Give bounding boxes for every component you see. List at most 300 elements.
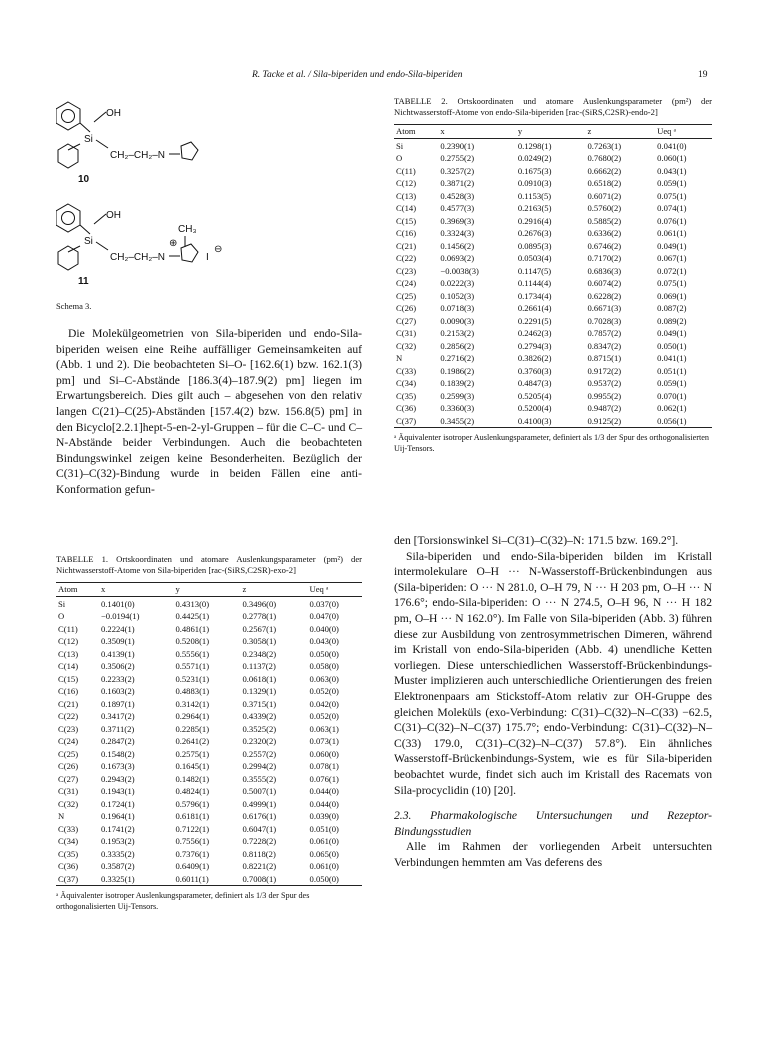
paragraph-molecular-geometry: Die Molekülgeometrien von Sila-biperiden und endo-Sila-biperiden weisen eine Reihe auffälliger Gemeinsamkeiten auf (Abb. 1 und 2). Die beobachteten Si–O- [162.6(1) bzw. 162.1(3) pm] und Si–C-Abstände [186.3(4)–187.9(2) pm] liegen im Erwartungsbereich. Dies gilt auch – abgesehen von den relativ langen C(21)–C(25)-Abständen [157.4(2) bzw. 156.8(5) pm] in den Bicyclo[2.2.1]hept-5-en-2-yl-Gruppen – für die C–C- und C–N-Abstände beider Verbindungen. Auch die beobachteten Bindungswinkel zeigen keine Besonderheiten. Bezüglich der C(31)–C(32)-Bindung wurde in beiden Fällen eine anti-Konformation gefun- xyxy=(56,327,362,496)
table-cell: 0.1986(2) xyxy=(440,365,475,376)
table-cell: 0.2153(2) xyxy=(440,328,475,339)
scheme-structures xyxy=(56,96,362,296)
table-cell: 0.2994(2) xyxy=(242,761,277,772)
table-cell: C(33) xyxy=(396,365,417,376)
table-1-body xyxy=(56,597,362,886)
table-cell: 0.1548(2) xyxy=(100,748,135,759)
table-cell: 0.059(1) xyxy=(657,378,687,389)
table-row xyxy=(394,227,712,240)
scheme-caption: Schema 3. xyxy=(56,301,92,311)
table-cell: 0.6662(2) xyxy=(587,165,622,176)
table-cell: 0.7376(1) xyxy=(175,848,210,859)
table-cell: 0.040(0) xyxy=(309,623,339,634)
table-row xyxy=(394,377,712,390)
table-cell: 0.2641(2) xyxy=(175,736,210,747)
table-cell: 0.062(1) xyxy=(657,403,687,414)
table-2-header-0: Atom xyxy=(396,126,416,137)
table-cell: C(13) xyxy=(396,190,417,201)
table-cell: 0.065(0) xyxy=(309,848,339,859)
table-cell: 0.4100(3) xyxy=(517,415,552,426)
table-cell: 0.1724(1) xyxy=(100,798,135,809)
table-cell: 0.6074(2) xyxy=(587,278,622,289)
table-row xyxy=(56,647,362,660)
table-cell: 0.039(0) xyxy=(309,811,339,822)
compound-10-chain: CH₂–CH₂–N xyxy=(110,150,165,161)
table-row xyxy=(394,389,712,402)
table-cell: 0.2794(3) xyxy=(517,340,552,351)
table-cell: 0.3555(2) xyxy=(242,773,277,784)
table-cell: C(24) xyxy=(58,736,79,747)
table-cell: 0.3715(1) xyxy=(242,698,277,709)
table-cell: 0.1153(5) xyxy=(517,190,552,201)
table-row xyxy=(56,722,362,735)
table-cell: C(32) xyxy=(58,798,79,809)
table-1-header-3: z xyxy=(242,584,247,595)
table-cell: 0.6336(2) xyxy=(587,228,622,239)
table-cell: 0.0895(3) xyxy=(517,240,552,251)
table-1-header-4: Ueq ᵃ xyxy=(309,584,329,595)
table-cell: 0.3496(0) xyxy=(242,598,277,609)
table-cell: C(23) xyxy=(396,265,417,276)
table-row xyxy=(56,772,362,785)
table-cell: 0.2567(1) xyxy=(242,623,277,634)
table-cell: 0.058(0) xyxy=(309,661,339,672)
table-cell: 0.4313(0) xyxy=(175,598,210,609)
table-cell: C(15) xyxy=(58,673,79,684)
table-cell: 0.5760(2) xyxy=(587,203,622,214)
table-cell: 0.9487(2) xyxy=(587,403,622,414)
table-2-header-2: y xyxy=(517,126,523,137)
table-cell: 0.076(1) xyxy=(309,773,339,784)
table-cell: 0.7170(2) xyxy=(587,253,622,264)
table-cell: 0.1144(4) xyxy=(517,278,552,289)
table-row xyxy=(394,214,712,227)
table-cell: 0.073(1) xyxy=(309,736,339,747)
table-1-header-row xyxy=(56,583,362,597)
table-row xyxy=(56,760,362,773)
table-cell: 0.3324(3) xyxy=(440,228,475,239)
table-cell: 0.049(1) xyxy=(657,240,687,251)
table-cell: 0.2557(2) xyxy=(242,748,277,759)
table-cell: 0.052(0) xyxy=(309,686,339,697)
table-cell: 0.1401(0) xyxy=(100,598,135,609)
table-cell: 0.2291(5) xyxy=(517,315,552,326)
table-cell: 0.049(1) xyxy=(657,328,687,339)
table-cell: 0.3506(2) xyxy=(100,661,135,672)
table-cell: C(22) xyxy=(58,711,79,722)
table-cell: 0.2716(2) xyxy=(440,353,475,364)
table-cell: 0.4999(1) xyxy=(242,798,277,809)
table-cell: C(14) xyxy=(396,203,417,214)
compound-10-oh: OH xyxy=(106,108,121,119)
table-cell: 0.6409(1) xyxy=(175,861,210,872)
table-cell: 0.1839(2) xyxy=(440,378,475,389)
table-cell: 0.060(0) xyxy=(309,748,339,759)
table-cell: 0.2755(2) xyxy=(440,153,475,164)
table-row xyxy=(56,747,362,760)
table-row xyxy=(56,797,362,810)
table-cell: 0.0618(1) xyxy=(242,673,277,684)
running-head xyxy=(0,70,768,86)
table-cell: 0.2348(2) xyxy=(242,648,277,659)
table-cell: 0.3455(2) xyxy=(440,415,475,426)
table-cell: 0.061(1) xyxy=(657,228,687,239)
table-cell: C(21) xyxy=(58,698,79,709)
table-row xyxy=(56,610,362,623)
running-title: R. Tacke et al. / Sila-biperiden und endo-Sila-biperiden xyxy=(252,70,463,80)
table-cell: 0.1645(1) xyxy=(175,761,210,772)
table-cell: 0.2233(2) xyxy=(100,673,135,684)
page-number: 19 xyxy=(698,70,708,80)
table-row xyxy=(56,697,362,710)
table-cell: 0.037(0) xyxy=(309,598,339,609)
table-cell: 0.1298(1) xyxy=(517,140,552,151)
table-cell: 0.2320(2) xyxy=(242,736,277,747)
table-cell: 0.2916(4) xyxy=(517,215,552,226)
table-cell: 0.1137(2) xyxy=(242,661,276,672)
table-row xyxy=(394,177,712,190)
table-row xyxy=(56,635,362,648)
table-cell: 0.2676(3) xyxy=(517,228,552,239)
table-row xyxy=(394,402,712,415)
table-cell: 0.050(0) xyxy=(309,648,339,659)
compound-11-plus: ⊕ xyxy=(169,238,178,249)
table-cell: 0.4528(3) xyxy=(440,190,475,201)
right-body-text xyxy=(394,533,712,870)
table-cell: 0.1953(2) xyxy=(100,836,135,847)
table-cell: 0.6228(2) xyxy=(587,290,622,301)
table-cell: C(35) xyxy=(396,390,417,401)
table-cell: 0.2163(5) xyxy=(517,203,552,214)
table-cell: C(27) xyxy=(58,773,79,784)
table-cell: 0.5205(4) xyxy=(517,390,552,401)
table-cell: 0.7857(2) xyxy=(587,328,622,339)
left-column xyxy=(56,96,362,911)
table-row xyxy=(394,314,712,327)
table-1-header-1: x xyxy=(100,584,106,595)
table-cell: 0.087(2) xyxy=(657,303,687,314)
table-cell: 0.6071(2) xyxy=(587,190,622,201)
table-cell: 0.7028(3) xyxy=(587,315,622,326)
table-cell: 0.041(0) xyxy=(657,140,687,151)
table-cell: 0.044(0) xyxy=(309,786,339,797)
compound-11-oh: OH xyxy=(106,210,121,221)
compound-11-methyl: CH₃ xyxy=(178,224,197,235)
table-cell: 0.2661(4) xyxy=(517,303,552,314)
table-cell: 0.7680(2) xyxy=(587,153,622,164)
table-row xyxy=(394,239,712,252)
table-cell: 0.4139(1) xyxy=(100,648,135,659)
table-cell: 0.1897(1) xyxy=(100,698,135,709)
table-cell: C(13) xyxy=(58,648,79,659)
table-cell: C(35) xyxy=(58,848,79,859)
table-row xyxy=(56,735,362,748)
table-cell: 0.1482(1) xyxy=(175,773,210,784)
table-row xyxy=(394,364,712,377)
compound-11-minus: ⊖ xyxy=(214,244,223,255)
table-cell: 0.050(0) xyxy=(309,873,339,884)
table-cell: 0.1329(1) xyxy=(242,686,277,697)
table-cell: 0.3058(1) xyxy=(242,636,277,647)
table-cell: 0.2599(3) xyxy=(440,390,475,401)
table-cell: C(31) xyxy=(58,786,79,797)
table-cell: N xyxy=(58,811,65,822)
table-cell: 0.3525(2) xyxy=(242,723,277,734)
table-cell: 0.3587(2) xyxy=(100,861,135,872)
table-cell: C(27) xyxy=(396,315,417,326)
table-cell: 0.3969(3) xyxy=(440,215,475,226)
table-cell: C(12) xyxy=(58,636,79,647)
table-cell: 0.5208(1) xyxy=(175,636,210,647)
table-2-caption: TABELLE 2. Ortskoordinaten und atomare Auslenkungsparameter (pm²) der Nichtwasserstoff-Atome von endo-Sila-biperiden [rac-(SiRS,C2SR)-endo-2] xyxy=(394,96,712,118)
table-cell: 0.4883(1) xyxy=(175,686,210,697)
table-cell: 0.070(1) xyxy=(657,390,687,401)
table-row xyxy=(394,339,712,352)
table-cell: 0.3335(2) xyxy=(100,848,135,859)
table-cell: 0.041(1) xyxy=(657,353,687,364)
table-cell: Si xyxy=(396,140,404,151)
table-cell: 0.3142(1) xyxy=(175,698,210,709)
table-cell: 0.6047(1) xyxy=(242,823,277,834)
table-cell: C(21) xyxy=(396,240,417,251)
table-cell: O xyxy=(58,611,65,622)
table-cell: O xyxy=(396,153,403,164)
table-cell: 0.2462(3) xyxy=(517,328,552,339)
table-cell: C(32) xyxy=(396,340,417,351)
table-row xyxy=(56,672,362,685)
table-cell: C(34) xyxy=(396,378,417,389)
table-cell: 0.2847(2) xyxy=(100,736,135,747)
table-2-header-row xyxy=(394,125,712,139)
table-cell: 0.4824(1) xyxy=(175,786,210,797)
table-2-body xyxy=(394,139,712,428)
table-cell: −0.0194(1) xyxy=(100,611,140,622)
table-cell: 0.5200(4) xyxy=(517,403,552,414)
table-cell: 0.0249(2) xyxy=(517,153,552,164)
paragraph-torsion: den [Torsionswinkel Si–C(31)–C(32)–N: 171.5 bzw. 169.2°]. xyxy=(394,534,679,547)
table-row xyxy=(56,597,362,610)
table-cell: 0.061(0) xyxy=(309,836,339,847)
table-cell: 0.1741(2) xyxy=(100,823,135,834)
table-cell: 0.075(1) xyxy=(657,190,687,201)
table-2-header-1: x xyxy=(440,126,445,137)
table-row xyxy=(394,289,712,302)
table-1-footnote: ᵃ Äquivalenter isotroper Auslenkungsparameter, definiert als 1/3 der Spur des orthogonalisierten Uij-Tensors. xyxy=(56,890,310,911)
left-body-text xyxy=(56,326,362,498)
table-cell: 0.5571(1) xyxy=(175,661,210,672)
compound-11-iodide: I xyxy=(206,252,209,263)
table-row xyxy=(394,202,712,215)
table-cell: C(22) xyxy=(396,253,417,264)
table-cell: 0.063(1) xyxy=(309,723,339,734)
table-cell: C(36) xyxy=(396,403,417,414)
table-cell: 0.1456(2) xyxy=(440,240,475,251)
table-cell: C(26) xyxy=(58,761,79,772)
table-1-header-0: Atom xyxy=(58,584,78,595)
table-cell: 0.6181(1) xyxy=(175,811,210,822)
table-row xyxy=(394,264,712,277)
table-cell: 0.9955(2) xyxy=(587,390,622,401)
table-cell: C(11) xyxy=(58,623,78,634)
table-cell: 0.3711(2) xyxy=(100,723,135,734)
table-cell: C(16) xyxy=(58,686,79,697)
table-cell: 0.061(0) xyxy=(309,861,339,872)
table-cell: 0.5885(2) xyxy=(587,215,622,226)
table-row xyxy=(394,414,712,427)
table-cell: 0.074(1) xyxy=(657,203,687,214)
paragraph-pharmacology: Alle im Rahmen der vorliegenden Arbeit untersuchten Verbindungen hemmten am Vas deferens des xyxy=(394,840,712,869)
table-cell: 0.3826(2) xyxy=(517,353,552,364)
table-cell: 0.047(0) xyxy=(309,611,339,622)
table-cell: 0.1675(3) xyxy=(517,165,552,176)
table-cell: 0.043(0) xyxy=(309,636,339,647)
table-cell: C(16) xyxy=(396,228,417,239)
table-cell: Si xyxy=(58,598,66,609)
table-row xyxy=(56,810,362,823)
table-cell: C(15) xyxy=(396,215,417,226)
table-cell: 0.5231(1) xyxy=(175,673,210,684)
table-cell: 0.5796(1) xyxy=(175,798,210,809)
table-cell: C(34) xyxy=(58,836,79,847)
table-cell: 0.089(2) xyxy=(657,315,687,326)
table-cell: 0.4577(3) xyxy=(440,203,475,214)
table-row xyxy=(56,710,362,723)
table-1-caption: TABELLE 1. Ortskoordinaten und atomare Auslenkungsparameter (pm²) der Nichtwasserstoff-Atome von Sila-biperiden [rac-(SiRS,C2SR)-exo-2] xyxy=(56,554,362,576)
table-row xyxy=(56,860,362,873)
table-cell: 0.059(1) xyxy=(657,178,687,189)
table-row xyxy=(394,164,712,177)
table-1-block xyxy=(56,554,362,912)
table-cell: 0.2224(1) xyxy=(100,623,135,634)
table-cell: 0.0090(3) xyxy=(440,315,475,326)
table-row xyxy=(56,847,362,860)
table-cell: 0.2943(2) xyxy=(100,773,135,784)
table-row xyxy=(394,252,712,265)
compound-10-number: 10 xyxy=(78,174,90,185)
compound-11-si: Si xyxy=(84,236,93,247)
table-cell: 0.6746(2) xyxy=(587,240,622,251)
table-row xyxy=(56,835,362,848)
table-cell: 0.7008(1) xyxy=(242,873,277,884)
table-cell: 0.9172(2) xyxy=(587,365,622,376)
table-cell: C(26) xyxy=(396,303,417,314)
table-cell: 0.076(1) xyxy=(657,215,687,226)
table-cell: 0.4847(3) xyxy=(517,378,552,389)
table-cell: 0.1734(4) xyxy=(517,290,552,301)
table-cell: C(31) xyxy=(396,328,417,339)
table-cell: 0.063(0) xyxy=(309,673,339,684)
table-cell: 0.9537(2) xyxy=(587,378,622,389)
table-cell: 0.060(1) xyxy=(657,153,687,164)
table-cell: 0.7228(2) xyxy=(242,836,277,847)
table-cell: 0.3871(2) xyxy=(440,178,475,189)
table-row xyxy=(394,302,712,315)
table-cell: C(11) xyxy=(396,165,416,176)
table-cell: 0.075(1) xyxy=(657,278,687,289)
table-cell: 0.3257(2) xyxy=(440,165,475,176)
table-cell: C(23) xyxy=(58,723,79,734)
table-cell: 0.4425(1) xyxy=(175,611,210,622)
table-cell: 0.1964(1) xyxy=(100,811,135,822)
table-cell: 0.8347(2) xyxy=(587,340,622,351)
table-cell: 0.2964(1) xyxy=(175,711,210,722)
table-cell: 0.050(1) xyxy=(657,340,687,351)
compound-10-si: Si xyxy=(84,134,93,145)
table-2-block xyxy=(394,96,712,454)
table-cell: 0.4861(1) xyxy=(175,623,210,634)
table-row xyxy=(56,822,362,835)
table-cell: C(25) xyxy=(396,290,417,301)
table-cell: 0.6671(3) xyxy=(587,303,622,314)
table-row xyxy=(394,352,712,365)
table-cell: 0.072(1) xyxy=(657,265,687,276)
table-cell: 0.2390(1) xyxy=(440,140,475,151)
compound-11-chain: CH₂–CH₂–N xyxy=(110,252,165,263)
table-cell: 0.5556(1) xyxy=(175,648,210,659)
table-row xyxy=(394,139,712,152)
table-cell: C(25) xyxy=(58,748,79,759)
table-cell: 0.2778(1) xyxy=(242,611,277,622)
table-cell: C(37) xyxy=(58,873,79,884)
table-cell: 0.0222(3) xyxy=(440,278,475,289)
table-cell: 0.0503(4) xyxy=(517,253,552,264)
table-row xyxy=(394,189,712,202)
table-cell: 0.2575(1) xyxy=(175,748,210,759)
table-cell: 0.051(1) xyxy=(657,365,687,376)
table-cell: 0.2285(1) xyxy=(175,723,210,734)
table-cell: C(12) xyxy=(396,178,417,189)
table-row xyxy=(56,622,362,635)
table-2-header-4: Ueq ᵃ xyxy=(657,126,676,137)
table-cell: 0.7263(1) xyxy=(587,140,622,151)
table-cell: 0.0718(3) xyxy=(440,303,475,314)
table-row xyxy=(56,685,362,698)
table-1 xyxy=(56,582,362,886)
table-cell: 0.4339(2) xyxy=(242,711,277,722)
table-cell: 0.7556(1) xyxy=(175,836,210,847)
table-cell: 0.044(0) xyxy=(309,798,339,809)
table-cell: 0.7122(1) xyxy=(175,823,210,834)
table-cell: 0.042(0) xyxy=(309,698,339,709)
table-2-footnote: ᵃ Äquivalenter isotroper Auslenkungsparameter, definiert als 1/3 der Spur des orthogonalisierten Uij-Tensors. xyxy=(394,432,709,453)
table-cell: 0.3417(2) xyxy=(100,711,135,722)
table-cell: C(37) xyxy=(396,415,417,426)
table-cell: 0.6518(2) xyxy=(587,178,622,189)
table-cell: 0.5007(1) xyxy=(242,786,277,797)
table-cell: 0.6836(3) xyxy=(587,265,622,276)
table-row xyxy=(56,872,362,885)
table-cell: 0.1147(5) xyxy=(517,265,552,276)
table-cell: 0.1052(3) xyxy=(440,290,475,301)
table-cell: 0.069(1) xyxy=(657,290,687,301)
table-cell: 0.052(0) xyxy=(309,711,339,722)
table-row xyxy=(56,785,362,798)
table-cell: C(36) xyxy=(58,861,79,872)
table-2 xyxy=(394,124,712,428)
table-cell: 0.056(1) xyxy=(657,415,687,426)
scheme-3 xyxy=(56,96,362,311)
table-cell: 0.9125(2) xyxy=(587,415,622,426)
table-1-header-2: y xyxy=(175,584,180,595)
table-cell: 0.1673(3) xyxy=(100,761,135,772)
table-cell: N xyxy=(396,353,403,364)
table-cell: 0.3360(3) xyxy=(440,403,475,414)
table-cell: 0.3509(1) xyxy=(100,636,135,647)
table-cell: 0.1943(1) xyxy=(100,786,135,797)
table-cell: 0.1603(2) xyxy=(100,686,135,697)
table-cell: 0.6011(1) xyxy=(175,873,209,884)
table-cell: 0.078(1) xyxy=(309,761,339,772)
